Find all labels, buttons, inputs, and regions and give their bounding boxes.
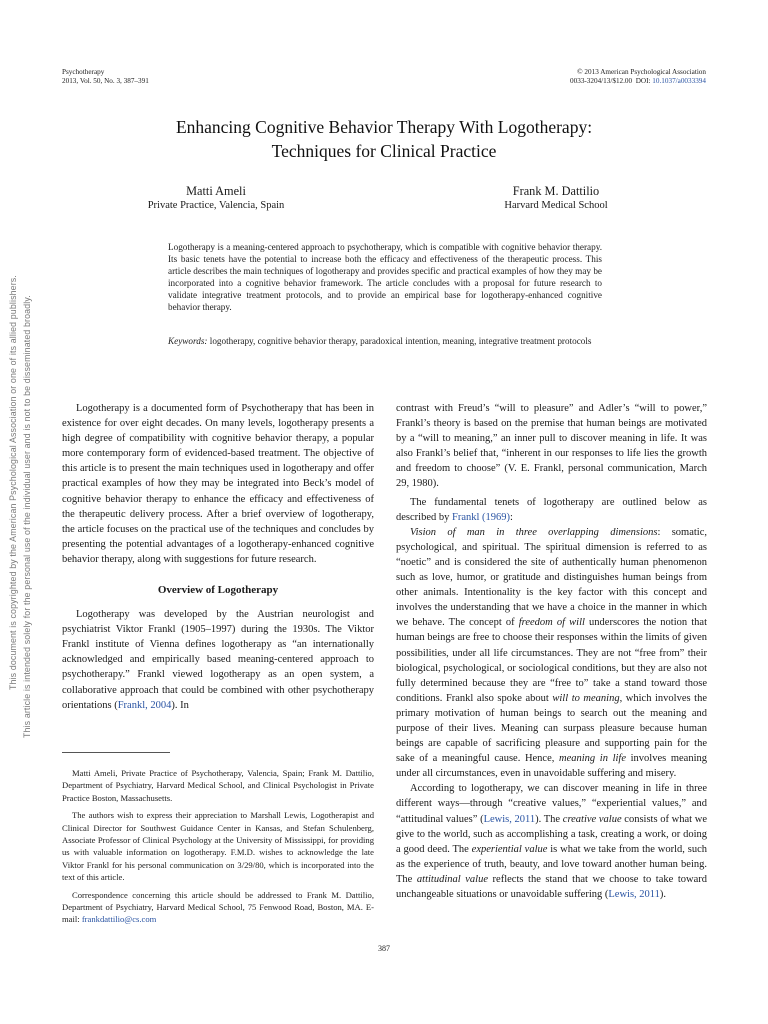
sidebar-usage-notice: This article is intended solely for the personal use of the individual user and is not to be disseminated broadly.	[22, 295, 32, 738]
issn-doi-line	[570, 77, 706, 86]
doi-label: DOI:	[635, 76, 651, 85]
keywords-text: logotherapy, cognitive behavior therapy, paradoxical intention, meaning, integrative treatment protocols	[209, 336, 592, 346]
title-line-2: Techniques for Clinical Practice	[271, 141, 497, 161]
author-block-1	[96, 184, 336, 212]
email-link[interactable]: frankdattilio@cs.com	[81, 914, 157, 925]
footnotes	[62, 767, 374, 931]
volume-info: 2013, Vol. 50, No. 3, 387–391	[62, 76, 149, 85]
citation-link[interactable]: Lewis, 2011	[483, 813, 536, 825]
sidebar-copyright-notice: This document is copyrighted by the American Psychological Association or one of its allied publishers.	[8, 275, 18, 690]
copyright-line: © 2013 American Psychological Association	[577, 68, 706, 76]
paragraph-continuation: contrast with Freud’s “will to pleasure” and Adler’s “will to power,” Frankl’s theory is based on the premise that human beings are motivated by a “will to meaning,” an inner pull to discover meaning in life. It was also Frankl’s belief that, “inherent in our responses to life lies the growth and freedom to choose” (V. E. Frankl, personal communication, March 29, 1980).	[396, 403, 707, 490]
author-affiliation: Harvard Medical School	[504, 200, 608, 211]
right-column	[396, 401, 707, 902]
footnote-correspondence: Correspondence concerning this article should be addressed to Frank M. Dattilio, Department of Psychiatry, Harvard Medical School, 75 Fenwood Road, Boston, MA. E-mail: frankdattilio@cs.com	[62, 889, 374, 925]
running-header-right	[570, 68, 706, 85]
article-title	[0, 115, 768, 163]
author-name: Matti Ameli	[186, 184, 246, 198]
footnote-rule	[62, 752, 170, 753]
overview-paragraph: Logotherapy was developed by the Austrian neurologist and psychiatrist Viktor Frankl (1905–1997) during the 1930s. The Viktor Frankl institute of Vienna defines logotherapy as “an internationally acknowledged and empirically based meaning-centered approach to psychotherapy.” Frankl viewed logotherapy as an open system, a collaborative approach that could be combined with other psychotherapy orientations (Frankl, 2004). In	[62, 609, 374, 711]
paragraph-dimensions: Vision of man in three overlapping dimensions: somatic, psychological, and spiritual. The spiritual dimension is referred to as “noetic” and is considered the site of authentically human phenomenon such as love, humor, or gratitude and distinguishes human beings from other animals. Intentionality is the key factor with this concept and involves the understanding that we have a choice in the manner in which we behave. The concept of freedom of will underscores the notion that human beings are free to choose their responses within the limits of given possibilities, under all life circumstances. They are not “free from” their biological, psychological, or sociological conditions, but they are also not fully determined because they are “free to” take a stand toward those conditions. Frankl also spoke about will to meaning, which involves the primary motivation of human beings to search out the meaning and purpose of their lives. Meaning can surpass pleasure because human beings are capable of sacrificing pleasure and supporting pain for the sake of a meaningful cause. Hence, meaning in life involves meaning under all circumstances, even in unavoidable suffering and misery.	[396, 526, 707, 780]
doi-link[interactable]: 10.1037/a0033394	[652, 76, 706, 85]
citation-link[interactable]: Frankl, 2004	[117, 699, 172, 711]
footnote-acknowledgments: The authors wish to express their appreciation to Marshall Lewis, Logotherapist and Clinical Director for Southwest Guidance Center in Kansas, and Stefan Schulenberg, Associate Professor of Clinical Psychology at the University of Mississippi, for providing us with valuable information on logotherapy. F.M.D. wishes to acknowledge the late Viktor Frankl for his personal communication on 3/29/80, which is incorporated into the text of this article.	[62, 810, 374, 883]
paragraph-values: According to logotherapy, we can discover meaning in life in three different ways—through “creative values,” “experiential values,” and “attitudinal values” (Lewis, 2011). The creative value consists of what we give to the world, such as accomplishing a task, creating a work, or doing a good deed. The experiential value is what we take from the world, such as the experience of truth, beauty, and love toward another human being. The attitudinal value reflects the stand that we choose to take toward unchangeable situations or unavoidable suffering (Lewis, 2011).	[396, 783, 708, 900]
keywords	[168, 335, 602, 347]
page-number: 387	[378, 944, 390, 953]
keywords-label: Keywords:	[168, 336, 208, 346]
left-column	[62, 401, 374, 713]
title-line-1: Enhancing Cognitive Behavior Therapy With Logotherapy:	[175, 117, 593, 137]
section-heading: Overview of Logotherapy	[157, 584, 279, 597]
author-name: Frank M. Dattilio	[512, 184, 600, 198]
author-block-2	[436, 184, 676, 212]
journal-name: Psychotherapy	[62, 68, 105, 76]
footnote-affiliations: Matti Ameli, Private Practice of Psychotherapy, Valencia, Spain; Frank M. Dattilio, Department of Psychiatry, Harvard Medical School, and Clinical Psychologist in Private Practice Boston, Massachusetts.	[62, 768, 374, 803]
citation-link[interactable]: Frankl (1969)	[451, 511, 511, 523]
abstract: Logotherapy is a meaning-centered approach to psychotherapy, which is compatible with cognitive behavior therapy. Its basic tenets have the potential to increase both the efficacy and effectiveness of the therapeutic process. This article describes the main techniques of logotherapy and provides specific and practical examples of how they may be incorporated into a cognitive behavior framework. The article concludes with a proposal for future research to validate integrative treatment protocols, and to provide an empirical base for logotherapy-enhanced cognitive behavior therapy.	[168, 242, 602, 313]
intro-paragraph: Logotherapy is a documented form of Psychotherapy that has been in existence for over eight decades. On many levels, logotherapy presents a high degree of compatibility with cognitive behavior therapy, a popular more contemporary form of evidenced-based treatment. The objective of this article is to present the main techniques used in logotherapy and offer practical examples of how they may be integrated into Beck’s model of cognitive behavior therapy to enhance the efficacy and effectiveness of the therapeutic delivery process. After a brief overview of logotherapy, the article focuses on the practical use of the techniques and concludes by presenting the potential advantages of a logotherapy-enhanced cognitive behavior therapy, along with suggestions for future research.	[62, 403, 374, 565]
issn: 0033-3204/13/$12.00	[570, 76, 633, 85]
citation-link[interactable]: Lewis, 2011	[608, 889, 660, 900]
running-header-left	[62, 68, 149, 85]
paragraph-tenets-intro: The fundamental tenets of logotherapy are outlined below as described by Frankl (1969):	[396, 496, 707, 523]
author-affiliation: Private Practice, Valencia, Spain	[147, 200, 285, 211]
